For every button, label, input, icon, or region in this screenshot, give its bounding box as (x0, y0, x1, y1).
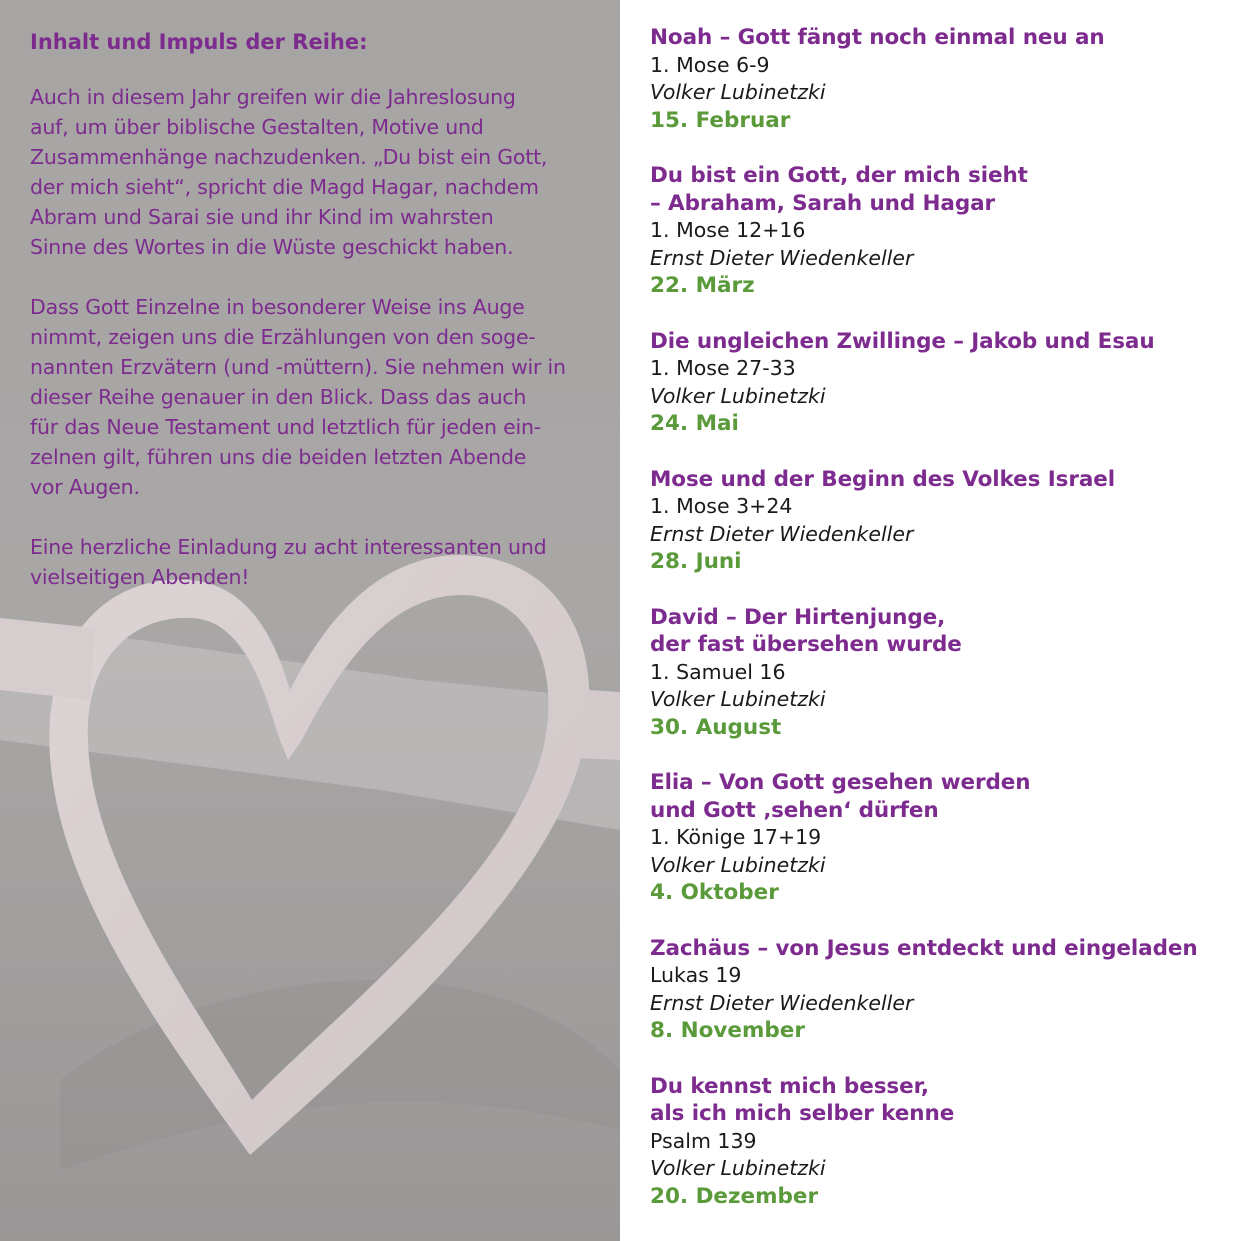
event-bible-reference: 1. Könige 17+19 (650, 825, 822, 849)
intro-heading: Inhalt und Impuls der Reihe: (30, 30, 368, 54)
event-entry (650, 162, 1230, 300)
event-speaker: Volker Lubinetzki (650, 1156, 826, 1180)
event-title: Mose und der Beginn des Volkes Israel (650, 466, 1116, 492)
intro-paragraph: Dass Gott Einzelne in besonderer Weise ins Auge nimmt, zeigen uns die Erzählungen von den soge- nannten Erzvätern (und -müttern). Sie nehmen wir in dieser Reihe genauer in den Blick. Dass das auch für das Neue Testament und letztlich für jeden ein- zelnen gilt, führen uns die beiden letzten Abende vor Augen. (30, 295, 566, 499)
event-speaker: Volker Lubinetzki (650, 80, 826, 104)
event-entry (650, 466, 1230, 576)
event-bible-reference: 1. Mose 27-33 (650, 356, 796, 380)
event-entry (650, 935, 1230, 1045)
event-speaker: Ernst Dieter Wiedenkeller (650, 521, 914, 546)
event-date: 4. Oktober (650, 880, 779, 905)
intro-panel (0, 0, 620, 1241)
event-entry (650, 604, 1230, 742)
event-title: Die ungleichen Zwillinge – Jakob und Esau (650, 328, 1155, 354)
event-speaker: Ernst Dieter Wiedenkeller (650, 990, 914, 1015)
event-bible-reference: Psalm 139 (650, 1128, 757, 1153)
event-bible-reference: 1. Mose 3+24 (650, 494, 793, 518)
event-date: 22. März (650, 273, 755, 298)
event-schedule (650, 24, 1230, 1238)
event-title: Du bist ein Gott, der mich sieht – Abraham, Sarah und Hagar (650, 163, 1028, 216)
event-date: 15. Februar (650, 107, 791, 133)
event-entry (650, 769, 1230, 907)
event-title: Noah – Gott fängt noch einmal neu an (650, 25, 1105, 50)
event-bible-reference: 1. Mose 12+16 (650, 218, 806, 242)
event-speaker: Ernst Dieter Wiedenkeller (650, 245, 914, 270)
heart-band-left (0, 618, 95, 700)
event-entry (650, 328, 1230, 438)
event-date: 20. Dezember (650, 1183, 819, 1209)
event-title: Du kennst mich besser, als ich mich selber kenne (650, 1073, 955, 1126)
event-speaker: Volker Lubinetzki (650, 383, 826, 408)
event-date: 30. August (650, 714, 782, 740)
event-bible-reference: 1. Samuel 16 (650, 659, 786, 684)
event-title: David – Der Hirtenjunge, der fast übersehen wurde (650, 604, 962, 657)
event-date: 24. Mai (650, 411, 739, 436)
event-bible-reference: 1. Mose 6-9 (650, 52, 770, 77)
event-title: Elia – Von Gott gesehen werden und Gott ‚sehen‘ dürfen (650, 770, 1031, 823)
intro-paragraph: Eine herzliche Einladung zu acht interessanten und vielseitigen Abenden! (30, 535, 547, 589)
event-speaker: Volker Lubinetzki (650, 687, 826, 711)
event-date: 8. November (650, 1018, 805, 1043)
event-entry (650, 24, 1230, 134)
intro-text (30, 28, 600, 622)
intro-paragraph: Auch in diesem Jahr greifen wir die Jahreslosung auf, um über biblische Gestalten, Motive und Zusammenhänge nachzudenken. „Du bist ein Gott, der mich sieht“, spricht die Magd Hagar, nachdem Abram und Sarai sie und ihr Kind im wahrsten Sinne des Wortes in die Wüste geschickt haben. (30, 85, 548, 259)
event-date: 28. Juni (650, 549, 742, 574)
event-entry (650, 1073, 1230, 1211)
event-title: Zachäus – von Jesus entdeckt und eingeladen (650, 935, 1198, 961)
event-speaker: Volker Lubinetzki (650, 852, 826, 877)
event-bible-reference: Lukas 19 (650, 963, 742, 987)
